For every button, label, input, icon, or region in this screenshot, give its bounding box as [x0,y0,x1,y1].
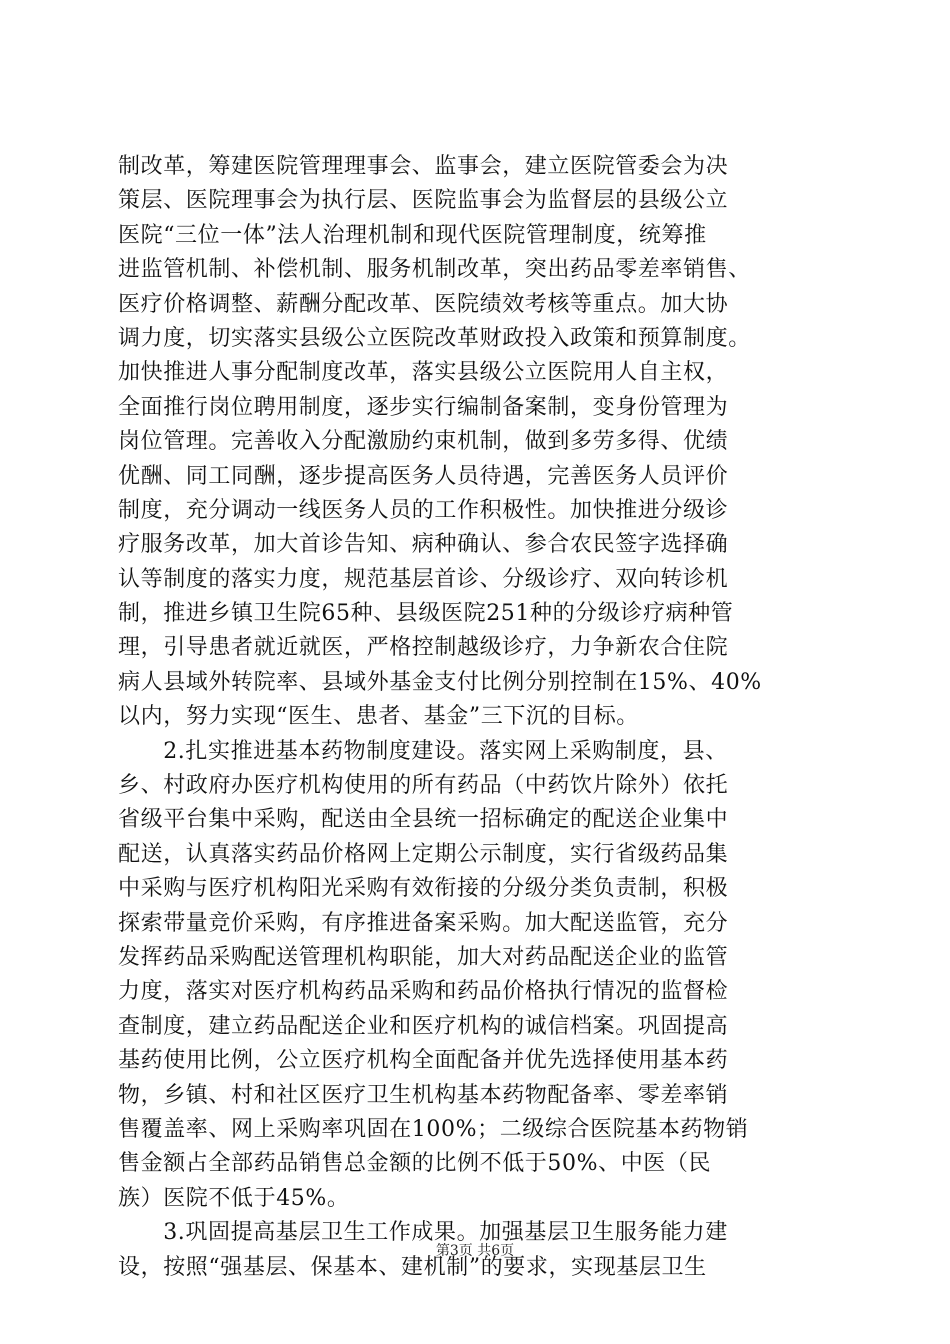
text-line: 设，按照“强基层、保基本、建机制”的要求，实现基层卫生 [118,1254,707,1280]
text-line: 中采购与医疗机构阳光采购有效衔接的分级分类负责制，积极 [118,876,729,902]
page-number-footer: 第3页 共6页 [435,1243,515,1259]
text-line: 进监管机制、补偿机制、服务机制改革，突出药品零差率销售、 [118,257,751,283]
text-line: 查制度，建立药品配送企业和医疗机构的诚信档案。巩固提高 [118,1013,729,1039]
text-line: 理，引导患者就近就医，严格控制越级诊疗，力争新农合住院 [118,635,729,661]
text-line: 制改革，筹建医院管理理事会、监事会，建立医院管委会为决 [118,154,729,179]
text-line: 制度，充分调动一线医务人员的工作积极性。加快推进分级诊 [118,497,729,523]
text-line: 策层、医院理事会为执行层、医院监事会为监督层的县级公立 [118,188,729,214]
text-line: 基药使用比例，公立医疗机构全面配备并优先选择使用基本药 [118,1048,729,1074]
text-line: 调力度，切实落实县级公立医院改革财政投入政策和预算制度。 [118,325,751,351]
paragraph-start-line: 2.扎实推进基本药物制度建设。落实网上采购制度，县、 [118,738,728,764]
text-line: 制，推进乡镇卫生院65种、县级医院251种的分级诊疗病种管 [118,601,734,627]
text-line: 省级平台集中采购，配送由全县统一招标确定的配送企业集中 [118,807,729,833]
text-line: 配送，认真落实药品价格网上定期公示制度，实行省级药品集 [118,841,729,867]
document-body [118,150,838,1285]
text-line: 疗服务改革，加大首诊告知、病种确认、参合农民签字选择确 [118,532,729,558]
text-line: 岗位管理。完善收入分配激励约束机制，做到多劳多得、优绩 [118,429,729,455]
text-line: 优酬、同工同酬，逐步提高医务人员待遇，完善医务人员评价 [118,463,729,489]
text-line: 售覆盖率、网上采购率巩固在100%；二级综合医院基本药物销 [118,1116,749,1142]
text-line: 售金额占全部药品销售总金额的比例不低于50%、中医（民 [118,1151,712,1177]
text-line: 乡、村政府办医疗机构使用的所有药品（中药饮片除外）依托 [118,773,729,799]
text-line: 力度，落实对医疗机构药品采购和药品价格执行情况的监督检 [118,979,729,1005]
text-line: 探索带量竞价采购，有序推进备案采购。加大配送监管，充分 [118,910,729,936]
text-line: 发挥药品采购配送管理机构职能，加大对药品配送企业的监管 [118,944,729,970]
paragraph-start-line: 3.巩固提高基层卫生工作成果。加强基层卫生服务能力建 [118,1220,728,1246]
text-line: 医院“三位一体”法人治理机制和现代医院管理制度，统筹推 [118,222,707,248]
text-line: 族）医院不低于45%。 [118,1185,350,1211]
text-line: 认等制度的落实力度，规范基层首诊、分级诊疗、双向转诊机 [118,566,729,592]
text-line: 全面推行岗位聘用制度，逐步实行编制备案制，变身份管理为 [118,394,729,420]
text-line: 物，乡镇、村和社区医疗卫生机构基本药物配备率、零差率销 [118,1082,729,1108]
text-line: 加快推进人事分配制度改革，落实县级公立医院用人自主权， [118,360,729,386]
text-line: 医疗价格调整、薪酬分配改革、医院绩效考核等重点。加大协 [118,291,729,317]
text-line: 以内，努力实现“医生、患者、基金”三下沉的目标。 [118,704,639,730]
text-line: 病人县域外转院率、县域外基金支付比例分别控制在15%、40% [118,669,762,695]
